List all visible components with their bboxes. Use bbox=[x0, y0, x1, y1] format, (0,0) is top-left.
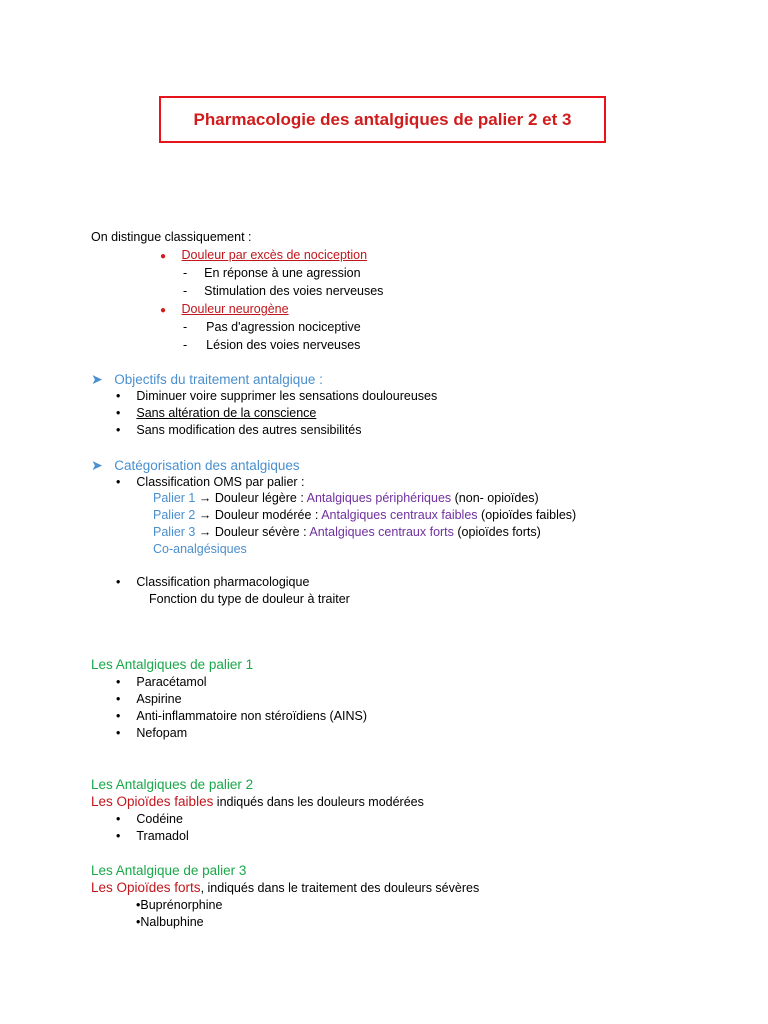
list-item: •Buprénorphine bbox=[136, 898, 223, 912]
list-item: • Classification pharmacologique bbox=[116, 575, 310, 589]
list-item: - Pas d'agression nociceptive bbox=[183, 320, 361, 334]
list-item: • Codéine bbox=[116, 812, 183, 826]
right-arrow-icon: → bbox=[198, 525, 212, 539]
list-item: • Aspirine bbox=[116, 692, 182, 706]
list-item: • Anti-inflammatoire non stéroïdiens (AINS) bbox=[116, 709, 368, 723]
palier-row-3: Palier 3 → Douleur sévère : Antalgiques centraux forts (opioïdes forts) bbox=[153, 525, 541, 539]
arrow-bullet-icon: ➤ bbox=[91, 371, 103, 387]
list-item: • Sans altération de la conscience bbox=[116, 406, 317, 420]
palier3-heading: Les Antalgique de palier 3 bbox=[91, 863, 247, 878]
page-title: Pharmacologie des antalgiques de palier 2 et 3 bbox=[193, 109, 572, 129]
pharma-sub: Fonction du type de douleur à traiter bbox=[149, 592, 350, 606]
palier1-heading: Les Antalgiques de palier 1 bbox=[91, 657, 254, 672]
right-arrow-icon: → bbox=[198, 508, 212, 522]
objectifs-heading: ➤ Objectifs du traitement antalgique : bbox=[91, 371, 323, 387]
list-item: - En réponse à une agression bbox=[183, 266, 361, 280]
list-item: • Nefopam bbox=[116, 726, 188, 740]
list-item: • Paracétamol bbox=[116, 675, 207, 689]
co-analgesiques: Co-analgésiques bbox=[153, 542, 247, 556]
right-arrow-icon: → bbox=[198, 491, 212, 505]
bullet-dot-icon: ● bbox=[160, 251, 167, 262]
categorisation-heading: ➤ Catégorisation des antalgiques bbox=[91, 457, 300, 473]
arrow-bullet-icon: ➤ bbox=[91, 457, 103, 473]
intro-text: On distingue classiquement : bbox=[91, 230, 252, 244]
bullet-dot-icon: ● bbox=[160, 305, 167, 316]
list-item: - Stimulation des voies nerveuses bbox=[183, 284, 384, 298]
palier2-heading: Les Antalgiques de palier 2 bbox=[91, 777, 254, 792]
palier-row-2: Palier 2 → Douleur modérée : Antalgiques centraux faibles (opioïdes faibles) bbox=[153, 508, 577, 522]
list-item: • Tramadol bbox=[116, 829, 189, 843]
palier3-lead: Les Opioïdes forts, indiqués dans le traitement des douleurs sévères bbox=[91, 880, 480, 895]
palier2-lead: Les Opioïdes faibles indiqués dans les douleurs modérées bbox=[91, 794, 424, 809]
douleur-group-2 bbox=[160, 301, 289, 319]
list-item: • Diminuer voire supprimer les sensations douloureuses bbox=[116, 389, 438, 403]
douleur-label-2: Douleur neurogène bbox=[181, 302, 289, 316]
douleur-label-1: Douleur par excès de nociception bbox=[181, 248, 368, 262]
palier-row-1: Palier 1 → Douleur légère : Antalgiques périphériques (non- opioïdes) bbox=[153, 491, 539, 505]
list-item: •Nalbuphine bbox=[136, 915, 204, 929]
title-box bbox=[159, 96, 606, 143]
list-item: • Sans modification des autres sensibilités bbox=[116, 423, 362, 437]
list-item: • Classification OMS par palier : bbox=[116, 475, 305, 489]
douleur-group-1 bbox=[160, 247, 367, 265]
list-item: - Lésion des voies nerveuses bbox=[183, 338, 361, 352]
